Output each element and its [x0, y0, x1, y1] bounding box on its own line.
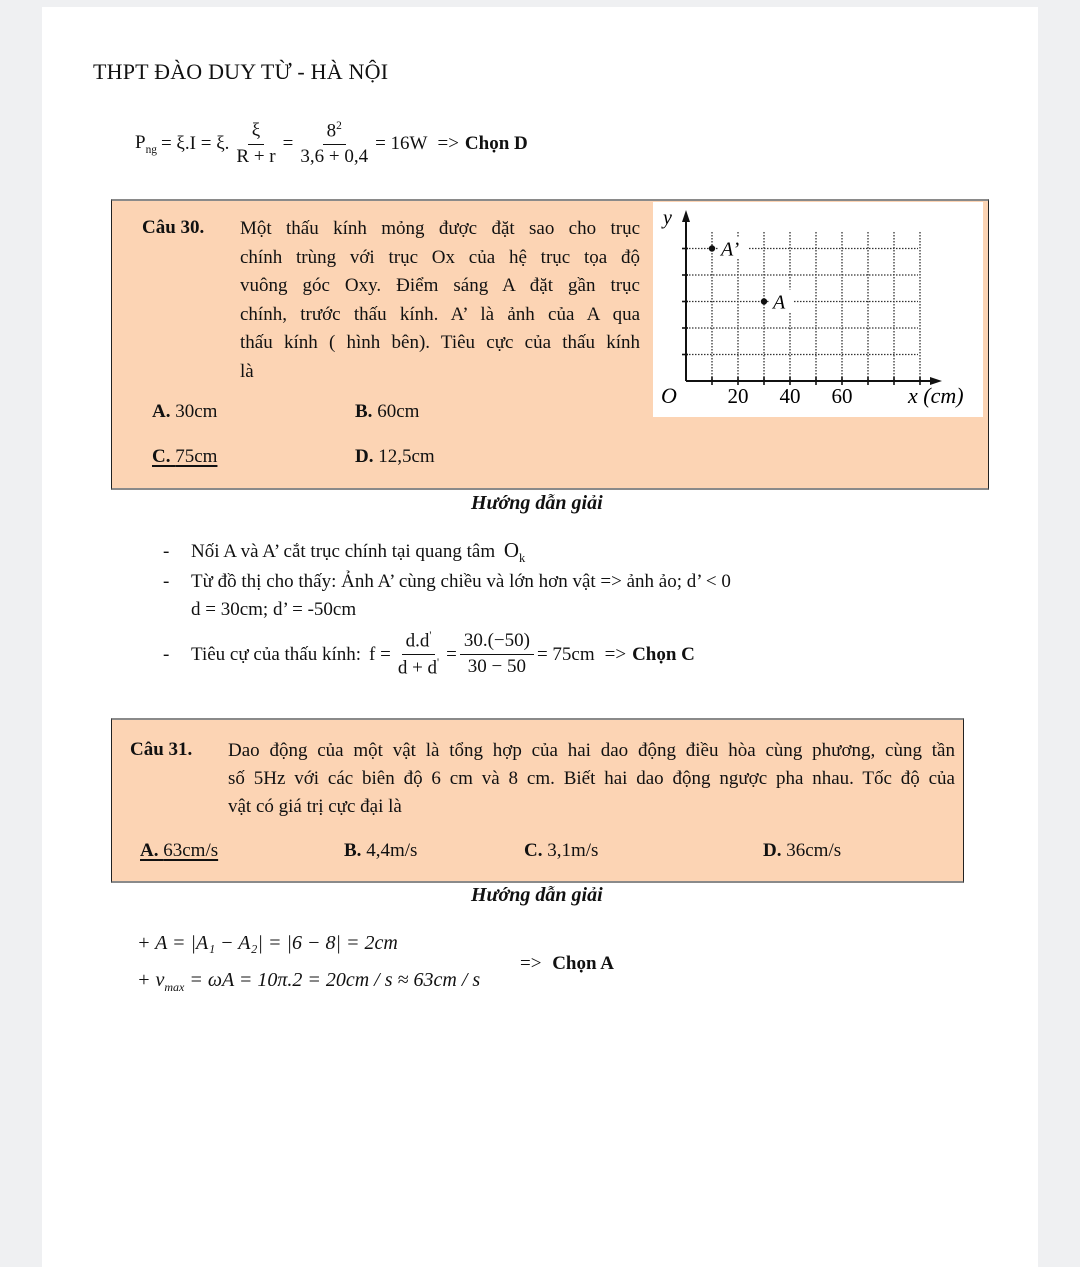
- q30-option-a[interactable]: A. 30cm: [152, 401, 218, 422]
- question-31-label: Câu 31.: [130, 739, 193, 760]
- fraction-emf-over-resistance: $\frac{\xi}{R + r}$: [236, 119, 276, 167]
- x-tick-label: 20: [727, 384, 749, 408]
- q31-option-b[interactable]: B. 4,4m/s: [344, 840, 418, 861]
- guide-31-title: Hướng dẫn giải: [471, 884, 603, 906]
- choice-answer-c: Chọn C: [632, 643, 695, 665]
- q30-option-d[interactable]: D. 12,5cm: [355, 446, 435, 467]
- fraction-numeric: $\frac{8^2}{3,6 + 0,4}$: [300, 120, 369, 168]
- y-axis-arrow-icon: [682, 210, 690, 222]
- x-tick-label: 60: [831, 384, 853, 408]
- guide-30-title: Hướng dẫn giải: [471, 492, 603, 514]
- lens-coordinate-graph: [653, 202, 983, 417]
- question-30-text: Một thấu kính mỏng được đặt sao cho trục chính trùng với trục Ox của hệ trục tọa độ vuông góc Oxy. Điểm sáng A đặt gần trục chính, trước thấu kính. A’ là ảnh của A qua thấu kính ( hình bên). Tiêu cực của thấu kính là: [240, 218, 640, 382]
- arrow-text: =>: [437, 133, 459, 155]
- choice-answer: Chọn D: [464, 133, 528, 155]
- question-30-label: Câu 30.: [142, 217, 205, 238]
- guide-30-step-2: - Từ đồ thị cho thấy: Ảnh A’ cùng chiều và lớn hơn vật => ảnh ảo; d’ < 0: [163, 571, 731, 592]
- point-label: A’: [721, 238, 740, 261]
- guide-30-step-2b: d = 30cm; d’ = -50cm: [191, 599, 357, 620]
- guide-30-step-1: - Nối A và A’ cắt trục chính tại quang tâm $O_k$: [163, 538, 526, 566]
- formula-eq2: =: [282, 133, 294, 155]
- y-axis-label: y: [663, 207, 672, 229]
- school-header: THPT ĐÀO DUY TỪ - HÀ NỘI: [93, 59, 389, 84]
- point-a-prime: [709, 245, 715, 251]
- q30-option-c-correct[interactable]: C. 75cm: [152, 446, 218, 467]
- formula-eq1: = ξ.I = ξ.: [160, 133, 230, 155]
- q30-option-b[interactable]: B. 60cm: [355, 401, 420, 422]
- guide-31-velocity-line: + $v_{max} = \omega A = 10\pi.2 = 20cm / s \approx 63cm / s$: [137, 969, 481, 994]
- guide-30-step-3: - Tiêu cự của thấu kính: f = $\frac{d.d'}{d + d'}$ = $\frac{30.(-50)}{30 - 50}$ = 75cm => Chọn C: [163, 630, 695, 679]
- formula-result: = 16W: [375, 133, 428, 155]
- optical-center-symbol: $O_k$: [503, 538, 526, 566]
- lens-figure-panel: [653, 202, 983, 417]
- focal-fraction-numeric: $\frac{30.(-50)}{30 - 50}$: [460, 631, 534, 678]
- choice-answer-a: Chọn A: [552, 953, 614, 974]
- q31-option-d[interactable]: D. 36cm/s: [763, 840, 842, 861]
- point-label: A: [773, 291, 786, 314]
- guide-31-conclusion: => Chọn A: [520, 953, 614, 974]
- power-symbol: $P_{ng}$: [135, 132, 157, 156]
- x-tick-label: 40: [779, 384, 801, 408]
- q31-option-a-correct[interactable]: A. 63cm/s: [140, 840, 219, 861]
- question-31-text: Dao động của một vật là tổng hợp của hai dao động điều hòa cùng phương, cùng tần số 5Hz với các biên độ 6 cm và 8 cm. Biết hai dao động ngược pha nhau. Tốc độ của vật có giá trị cực đại là: [228, 740, 955, 817]
- x-axis-label: x (cm): [908, 383, 964, 408]
- origin-label: O: [661, 383, 677, 408]
- guide-31-amplitude-line: + A = |A₁ − A₂| = |6 − 8| = 2cm: [137, 932, 398, 954]
- point-a: [761, 298, 767, 304]
- previous-solution-formula: [135, 120, 528, 168]
- q31-option-c[interactable]: C. 3,1m/s: [524, 840, 599, 861]
- focal-fraction-symbolic: $\frac{d.d'}{d + d'}$: [397, 630, 440, 679]
